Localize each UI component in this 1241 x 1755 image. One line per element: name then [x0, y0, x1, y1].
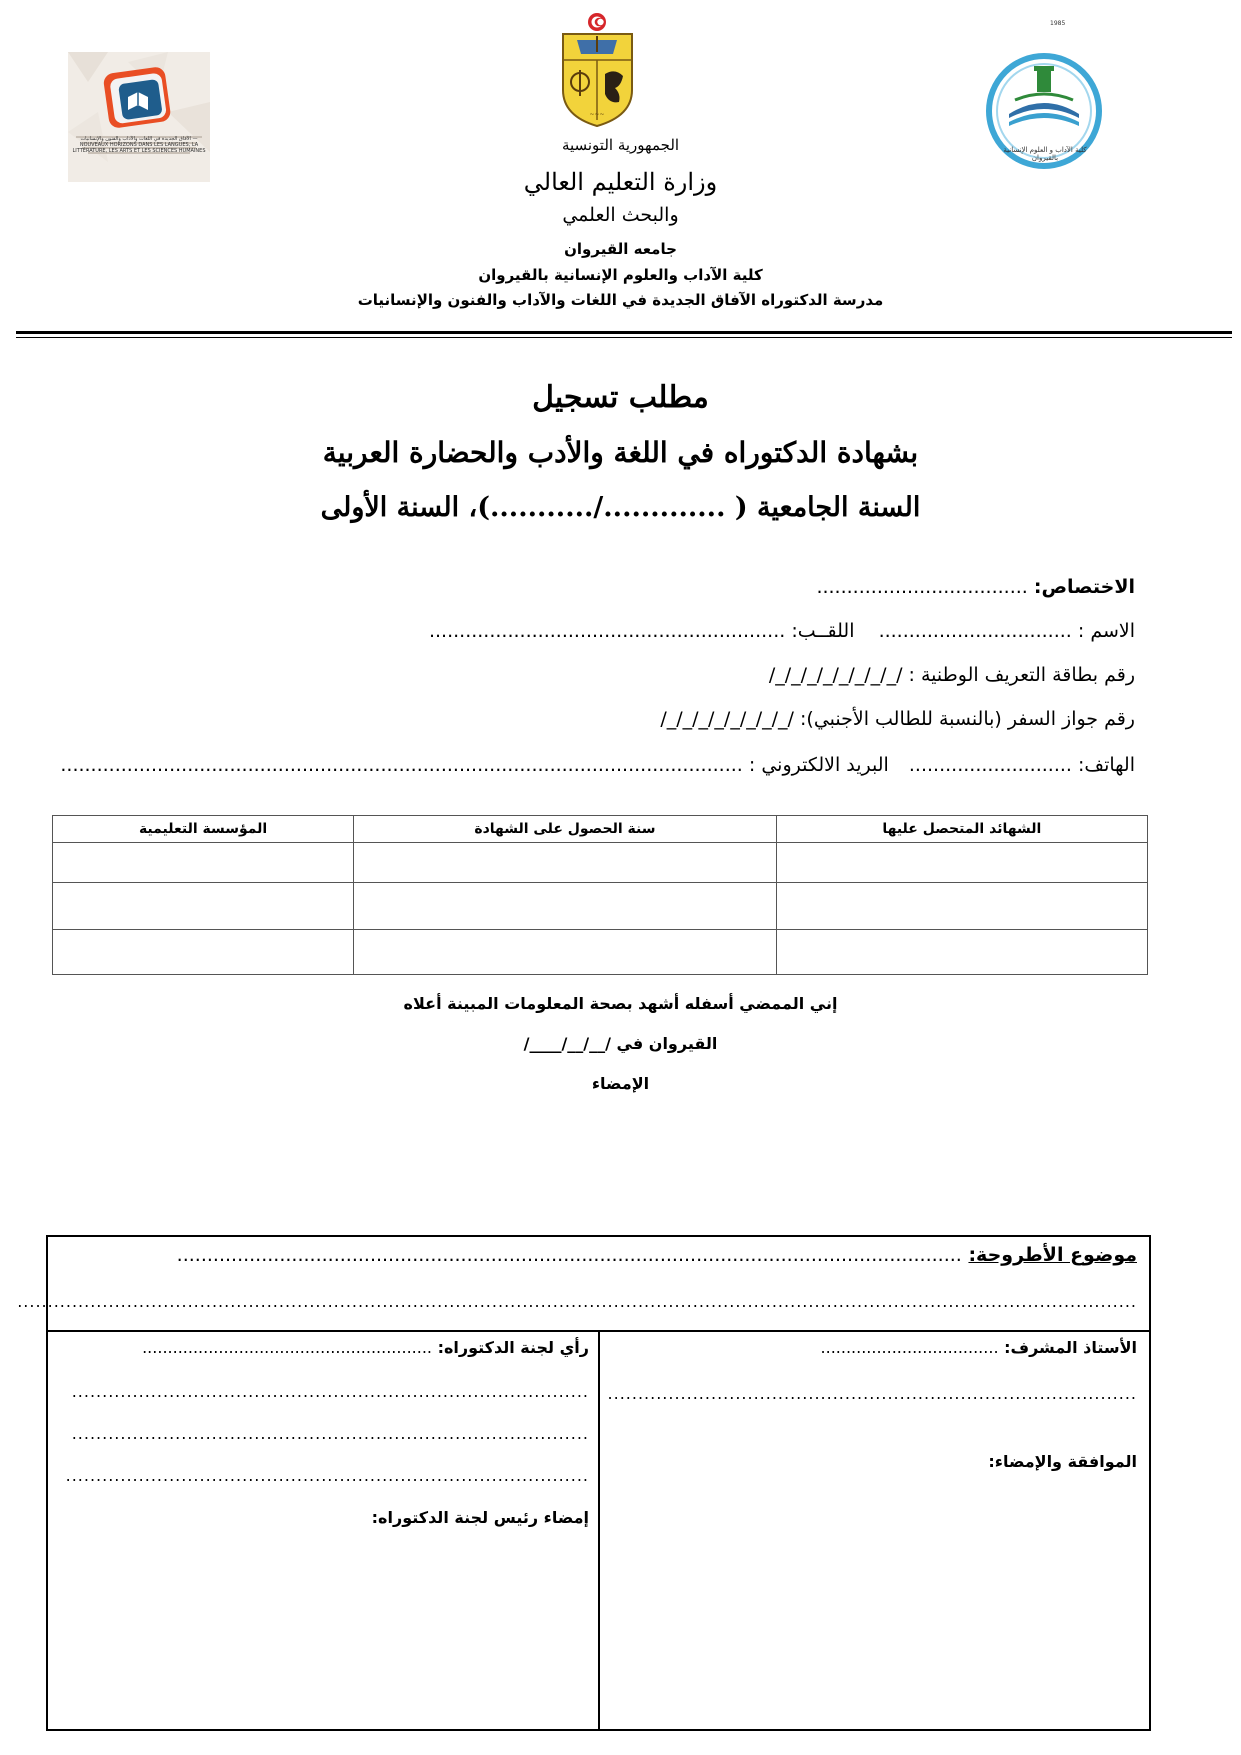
national-id-input[interactable]: /_/_/_/_/_/_/_/_/ — [768, 664, 903, 686]
declaration-statement: إني الممضي أسفله أشهد بصحة المعلومات المبينة أعلاه — [403, 994, 838, 1013]
table-cell[interactable] — [776, 930, 1147, 975]
table-cell[interactable] — [53, 930, 354, 975]
table-cell[interactable] — [776, 883, 1147, 930]
national-id-label: رقم بطاقة التعريف الوطنية : — [908, 664, 1135, 686]
email-input[interactable]: ................................................................................................................. — [60, 754, 743, 776]
form-subtitle: بشهادة الدكتوراه في اللغة والأدب والحضارة العربية — [322, 436, 919, 469]
header-divider-thin — [16, 337, 1232, 338]
surname-input[interactable]: ........................................................... — [428, 620, 786, 642]
surname-label: اللقــب: — [791, 620, 855, 642]
academic-year-line: السنة الجامعية ( ............./...........)، السنة الأولى — [320, 492, 921, 523]
thesis-subject-label: موضوع الأطروحة: — [968, 1244, 1137, 1266]
supervisor-input-2[interactable] — [608, 1384, 1137, 1403]
thesis-subject-row — [177, 1244, 1137, 1266]
name-label: الاسم : — [1077, 620, 1135, 642]
email-label: البريد الالكتروني : — [748, 754, 889, 776]
table-cell[interactable] — [53, 883, 354, 930]
name-input[interactable]: ................................ — [878, 620, 1072, 642]
committee-opinion-label: رأي لجنة الدكتوراه: — [437, 1338, 589, 1357]
committee-opinion-input-1[interactable]: ......................................................... — [142, 1338, 432, 1357]
doctoral-school-name: مدرسة الدكتوراه الآفاق الجديدة في اللغات والآداب والفنون والإنسانيات — [357, 291, 884, 309]
committee-dots-3: ..................................................................................... — [71, 1424, 589, 1443]
contact-row — [60, 754, 1135, 776]
supervisor-input-1[interactable]: ................................... — [820, 1338, 999, 1357]
table-row — [53, 843, 1148, 883]
form-title: مطلب تسجيل — [532, 380, 709, 415]
passport-row — [60, 708, 1135, 730]
ministry-name-line1: وزارة التعليم العالي — [523, 168, 718, 196]
specialty-label: الاختصاص: — [1033, 576, 1135, 598]
national-id-row — [60, 664, 1135, 686]
doctoral-school-logo-caption: الآفاق الجديدة في اللغات والآداب والفنون والإنسانيات — NOUVEAUX HORIZONS DANS LES LANGUES, LA LITTÉRATURE, LES ARTS ET LES SCIENCES HUMAINES — [72, 136, 206, 154]
supervisor-label: الأستاذ المشرف: — [1004, 1338, 1137, 1357]
faculty-logo-caption: كلية الآداب و العلوم الإنسانية بالقيروان — [1003, 146, 1087, 162]
column-header-year: سنة الحصول على الشهادة — [354, 816, 776, 843]
phone-label: الهاتف: — [1078, 754, 1135, 776]
doctoral-school-logo — [68, 52, 210, 182]
svg-text:~~~: ~~~ — [589, 111, 605, 118]
table-cell[interactable] — [53, 843, 354, 883]
column-header-degrees: الشهائد المتحصل عليها — [776, 816, 1147, 843]
passport-input[interactable]: /_/_/_/_/_/_/_/_/ — [660, 708, 794, 730]
table-row — [53, 930, 1148, 975]
name-row — [60, 620, 1135, 642]
table-header-row — [53, 816, 1148, 843]
table-cell[interactable] — [354, 930, 776, 975]
faculty-logo-year: 1985 — [1050, 20, 1066, 27]
table-cell[interactable] — [354, 883, 776, 930]
place-date-line[interactable]: القيروان في /__/__/____/ — [523, 1034, 718, 1053]
phone-input[interactable]: ........................... — [908, 754, 1072, 776]
signature-label: الإمضاء — [591, 1074, 650, 1093]
table-row — [53, 883, 1148, 930]
committee-opinion-input-3[interactable] — [72, 1424, 589, 1443]
passport-label: رقم جواز السفر (بالنسبة للطالب الأجنبي): — [800, 708, 1135, 730]
thesis-subject-input-2[interactable] — [17, 1292, 1137, 1311]
column-header-institution: المؤسسة التعليمية — [53, 816, 354, 843]
table-cell[interactable] — [776, 843, 1147, 883]
approval-signature-label: الموافقة والإمضاء: — [988, 1452, 1137, 1471]
faculty-name: كلية الآداب والعلوم الإنسانية بالقيروان — [478, 266, 763, 284]
committee-opinion-input-4[interactable] — [66, 1466, 589, 1485]
thesis-subject-input-1[interactable]: .................................................................................................................................. — [176, 1244, 962, 1266]
supervisor-row — [821, 1338, 1137, 1357]
committee-opinion-input-2[interactable] — [72, 1382, 589, 1401]
committee-chair-signature-label: إمضاء رئيس لجنة الدكتوراه: — [371, 1508, 589, 1527]
supervisor-dots: ....................................................................................... — [607, 1384, 1137, 1403]
committee-dots-2: ..................................................................................... — [71, 1382, 589, 1401]
ministry-name-line2: والبحث العلمي — [562, 204, 679, 226]
specialty-row — [60, 576, 1135, 598]
thesis-box-vertical-divider — [598, 1330, 600, 1731]
thesis-subject-dots: ........................................................................................................................................................................................ — [17, 1292, 1137, 1311]
university-name: جامعه القيروان — [564, 240, 677, 258]
header-divider-thick — [16, 331, 1232, 334]
republic-name: الجمهورية التونسية — [561, 136, 680, 154]
degrees-table — [52, 815, 1148, 975]
specialty-input[interactable]: ................................... — [816, 576, 1028, 598]
committee-dots-4: ...................................................................................... — [65, 1466, 589, 1485]
committee-opinion-row — [142, 1338, 589, 1357]
table-cell[interactable] — [354, 843, 776, 883]
tunisia-coat-of-arms-emblem — [555, 12, 640, 130]
